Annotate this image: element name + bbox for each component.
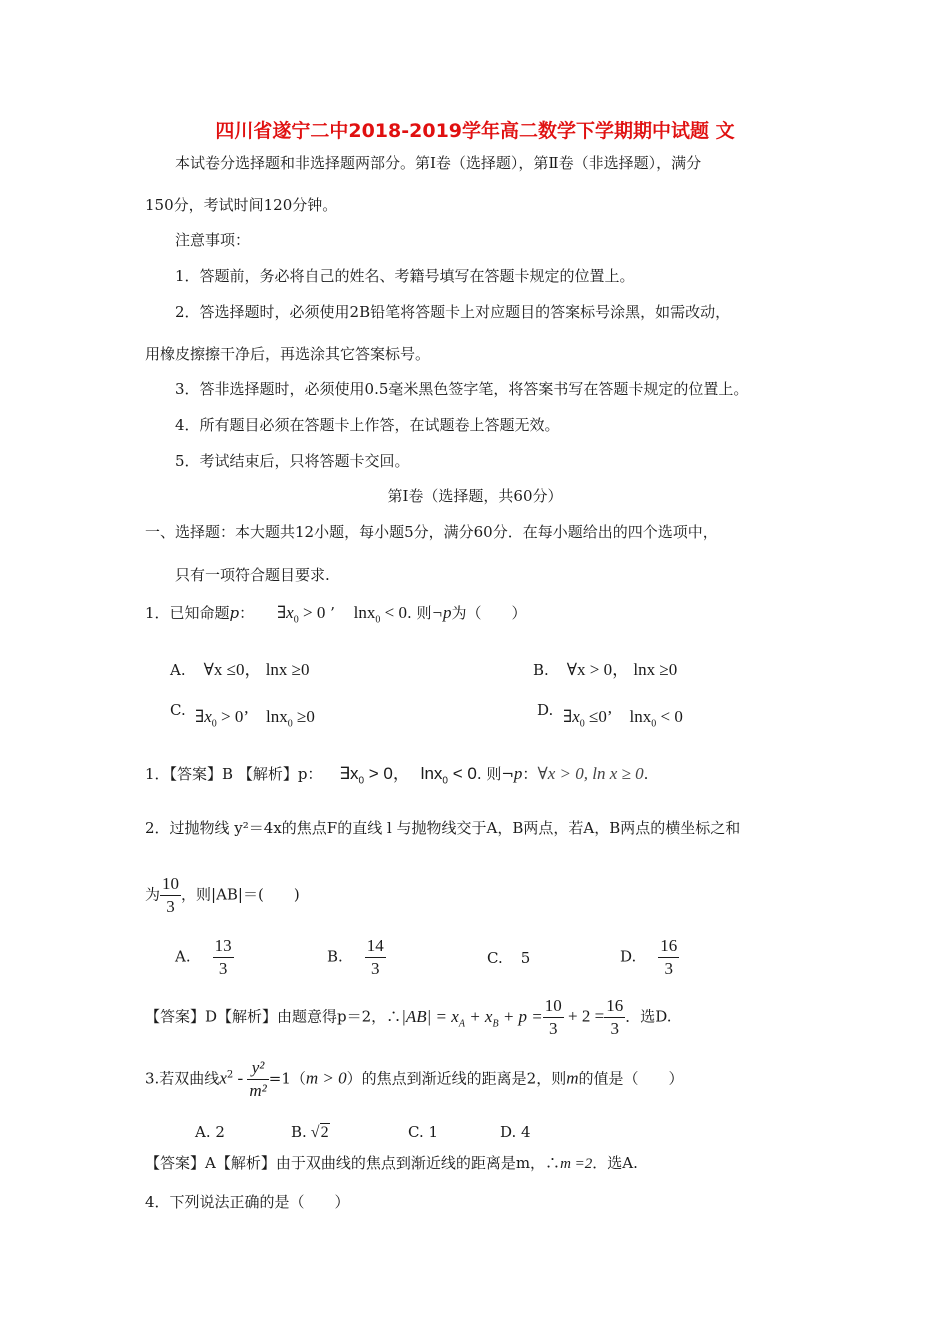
- section-heading: 第Ⅰ卷（选择题，共60分）: [387, 487, 563, 505]
- intro-line-2: 150分，考试时间120分钟。: [145, 196, 338, 214]
- q3-option-d: D. 4: [500, 1123, 531, 1141]
- q1-stem: 1．已知命题p： $\exists x_0 > 0$ ’ lnx$_0$ < 0. 则¬p为（ ）: [145, 603, 527, 626]
- intro-line-1: 本试卷分选择题和非选择题两部分。第Ⅰ卷（选择题），第Ⅱ卷（非选择题），满分: [175, 154, 702, 172]
- note-2a: 2．答选择题时，必须使用2B铅笔将答题卡上对应题目的答案标号涂黑，如需改动，: [175, 303, 731, 321]
- q1-answer: 1．【答案】B 【解析】p： $\exists x_0 > 0$， lnx$_0$ < 0. 则¬p：∀x > 0, ln x ≥ 0.: [145, 764, 649, 787]
- q3-answer: 【答案】A【解析】由于双曲线的焦点到渐近线的距离是m，∴m =2．选A.: [145, 1154, 638, 1172]
- q2-option-d: D. $\frac{16}{3}$: [620, 936, 678, 978]
- q2-option-b: B. $\frac{14}{3}$: [327, 936, 384, 978]
- q1-option-b: B. ∀x > 0， lnx ≥0: [533, 660, 678, 679]
- q1-option-d-label: D.: [537, 701, 554, 719]
- q4-stem: 4．下列说法正确的是（ ）: [145, 1193, 350, 1211]
- section-desc-2: 只有一项符合题目要求.: [175, 566, 330, 584]
- section-desc-1: 一、选择题：本大题共12小题，每小题5分，满分60分．在每小题给出的四个选项中，: [145, 523, 718, 541]
- note-2b: 用橡皮擦擦干净后，再选涂其它答案标号。: [145, 345, 431, 363]
- notes-heading: 注意事项：: [175, 231, 251, 249]
- note-1: 1．答题前，务必将自己的姓名、考籍号填写在答题卡规定的位置上。: [175, 267, 635, 285]
- q2-answer: 【答案】D【解析】由题意得p＝2，∴|AB| = $x_A + x_B + p$ = $\frac{10}{3}$ + 2 = $\frac{16}{3}$ ．选D.: [145, 996, 672, 1038]
- q1-option-c: $\exists x_0 > 0$’ lnx$_0$ ≥0: [195, 707, 315, 730]
- q1-option-c-label: C.: [170, 701, 186, 719]
- q3-stem: 3.若双曲线$x^2$ - $\frac{\text{y²}}{\text{m²}}$ =1（m > 0）的焦点到渐近线的距离是2，则m的值是（ ）: [145, 1058, 684, 1100]
- q3-option-c: C. 1: [408, 1123, 439, 1141]
- q2-stem-2: 为 $\frac{10}{3}$ ，则|AB|＝( ): [145, 874, 300, 916]
- note-5: 5．考试结束后，只将答题卡交回。: [175, 452, 410, 470]
- note-4: 4．所有题目必须在答题卡上作答，在试题卷上答题无效。: [175, 416, 560, 434]
- q2-stem: 2．过抛物线 y²＝4x的焦点F的直线 l 与抛物线交于A，B两点，若A，B两点的横坐标之和: [145, 819, 741, 837]
- q3-option-a: A. 2: [195, 1123, 225, 1141]
- q3-option-b: B. √2: [291, 1123, 329, 1141]
- note-3: 3．答非选择题时，必须使用0.5毫米黑色签字笔，将答案书写在答题卡规定的位置上。: [175, 380, 749, 398]
- q2-option-a: A. $\frac{13}{3}$: [175, 936, 232, 978]
- q1-option-a: A. ∀x ≤0， lnx ≥0: [170, 660, 310, 679]
- page-title: 四川省遂宁二中2018-2019学年高二数学下学期期中试题 文: [215, 120, 735, 142]
- q1-option-d: $\exists x_0 \le 0$’ lnx$_0$ < 0: [563, 707, 683, 730]
- q2-option-c: C. 5: [487, 949, 531, 967]
